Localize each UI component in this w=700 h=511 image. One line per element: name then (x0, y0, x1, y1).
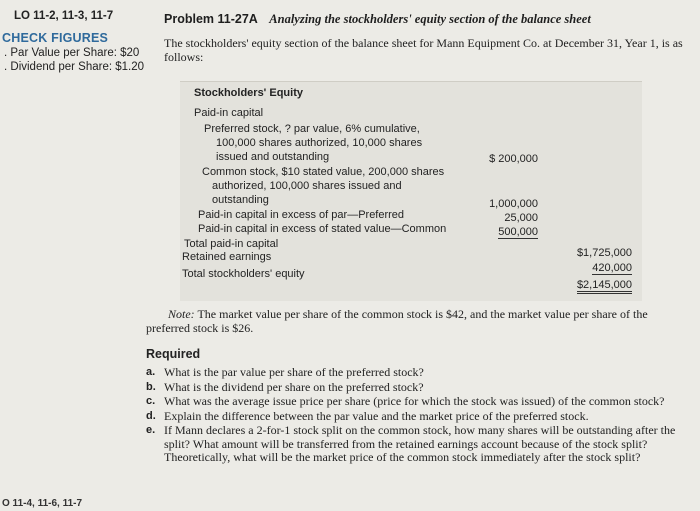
retained-earnings-label: Retained earnings (182, 251, 272, 263)
required-item-text: What is the par value per share of the preferred stock? (164, 365, 424, 379)
preferred-stock-line-1: Preferred stock, ? par value, 6% cumulative, (204, 123, 420, 135)
required-item-b (146, 381, 686, 395)
required-heading: Required (146, 347, 201, 361)
required-item-d (146, 410, 686, 424)
stockholders-equity-statement (180, 81, 642, 301)
apic-common-label: Paid-in capital in excess of stated value—Common (198, 223, 447, 235)
market-value-note (146, 307, 686, 335)
required-item-letter: e. (146, 424, 156, 436)
apic-preferred-amount: 25,000 (504, 212, 538, 224)
check-figures-title: CHECK FIGURES (2, 31, 109, 45)
common-stock-amount: 1,000,000 (489, 198, 538, 210)
total-paid-in-amount: $1,725,000 (576, 247, 632, 259)
check-figure-par-value: . Par Value per Share: $20 (4, 47, 140, 59)
common-stock-line-3: outstanding (212, 194, 269, 206)
required-item-e (146, 424, 686, 465)
paid-in-capital-heading: Paid-in capital (194, 107, 264, 119)
apic-common-amount: 500,000 (498, 226, 538, 238)
learning-objectives-label: LO 11-2, 11-3, 11-7 (14, 10, 114, 22)
required-item-text: What was the average issue price per share (price for which the stock was issued) of the common stock? (164, 394, 665, 408)
total-equity-label: Total stockholders' equity (182, 268, 305, 280)
problem-header (164, 12, 591, 27)
preferred-stock-line-3: issued and outstanding (216, 151, 330, 163)
required-item-letter: b. (146, 380, 156, 393)
required-item-text: Explain the difference between the par value and the market price of the preferred stock. (164, 408, 589, 423)
total-equity-amount: $2,145,000 (577, 279, 632, 294)
required-item-text: If Mann declares a 2-for-1 stock split on the common stock, how many shares will be outstanding after the split? What amount will be transferred from the retained earnings account because of the stock split? Theoretically, what will be the market price of the common stock immediately after the stock split? (164, 423, 676, 464)
apic-preferred-label: Paid-in capital in excess of par—Preferred (198, 209, 405, 221)
statement-title: Stockholders' Equity (194, 87, 303, 99)
required-item-a (146, 366, 686, 380)
problem-number: Problem 11-27A (164, 12, 258, 26)
next-learning-objectives-label: O 11-4, 11-6, 11-7 (2, 498, 83, 509)
problem-title: Analyzing the stockholders' equity section of the balance sheet (269, 12, 591, 26)
note-label: Note: (168, 307, 195, 321)
common-stock-line-2: authorized, 100,000 shares issued and (212, 180, 402, 192)
preferred-stock-amount: $ 200,000 (489, 153, 538, 165)
required-item-letter: d. (146, 409, 156, 422)
note-text: The market value per share of the common stock is $42, and the market value per share of the preferred stock is $26. (146, 307, 648, 335)
required-item-letter: a. (146, 366, 156, 378)
required-list (146, 366, 686, 466)
preferred-stock-line-2: 100,000 shares authorized, 10,000 shares (216, 137, 423, 149)
problem-intro: The stockholders' equity section of the balance sheet for Mann Equipment Co. at December 31, Year 1, is as follows: (164, 36, 683, 64)
check-figure-dividend: . Dividend per Share: $1.20 (4, 61, 145, 73)
required-item-text: What is the dividend per share on the preferred stock? (164, 379, 424, 394)
common-stock-line-1: Common stock, $10 stated value, 200,000 shares (202, 166, 445, 178)
retained-earnings-amount: 420,000 (592, 262, 632, 274)
required-item-c (146, 395, 686, 409)
total-paid-in-label: Total paid-in capital (184, 238, 279, 250)
required-item-letter: c. (146, 395, 156, 407)
